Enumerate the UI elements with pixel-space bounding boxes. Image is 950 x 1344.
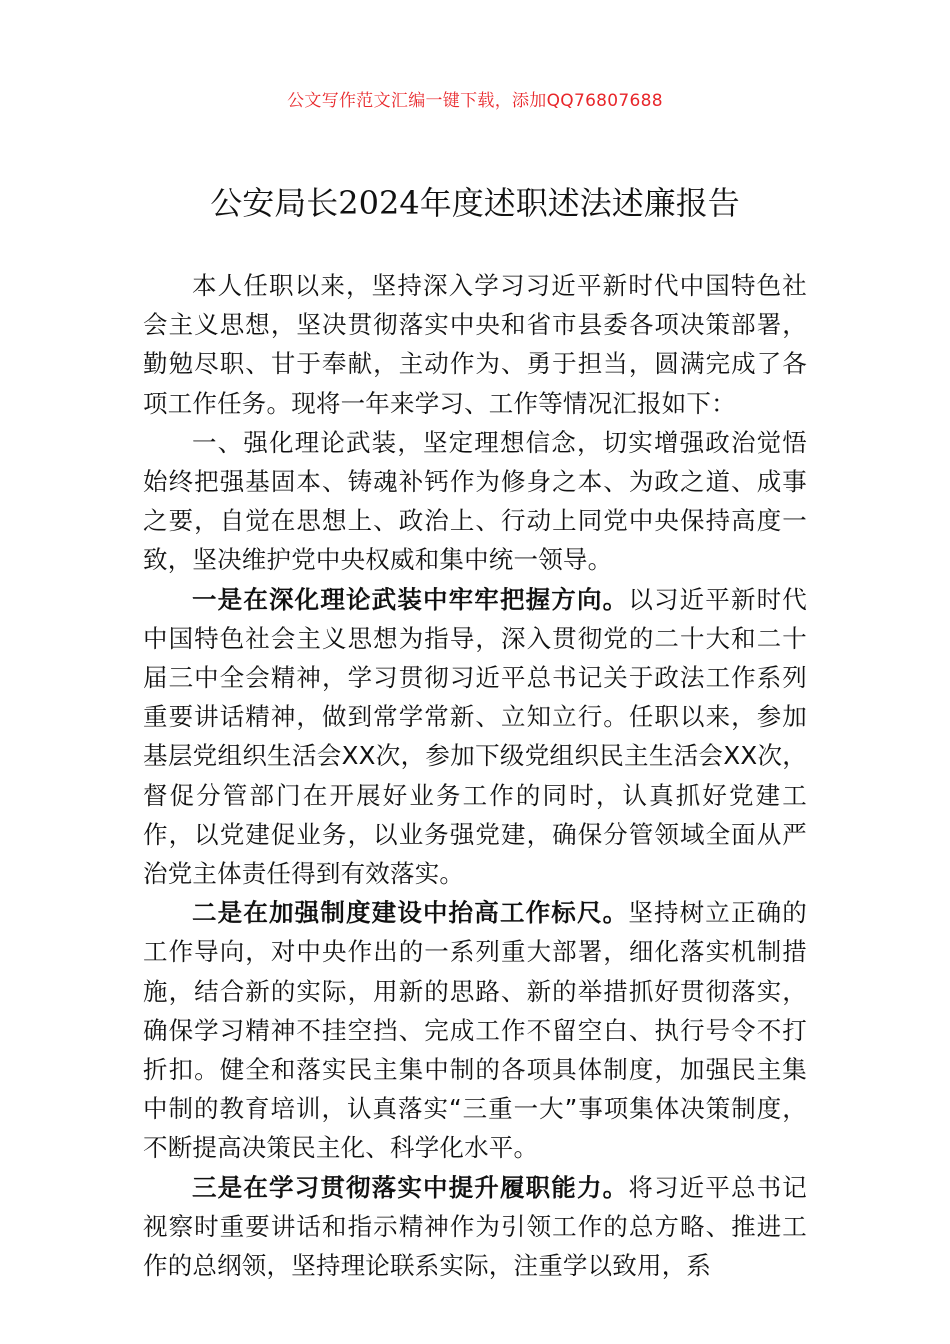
paragraph-text: 本人任职以来，坚持深入学习习近平新时代中国特色社会主义思想，坚决贯彻落实中央和省市县委各项决策部署，勤勉尽职、甘于奉献，主动作为、勇于担当，圆满完成了各项工作任务。现将一年来学习、工作等情况汇报如下： bbox=[143, 271, 807, 418]
paragraph-text: 将习近平总书记视察时重要讲话和指示精神作为引领工作的总方略、推进工作的总纲领，坚持理论联系实际，注重学以致用，系 bbox=[143, 1172, 807, 1281]
paragraph-intro bbox=[143, 266, 807, 423]
paragraph-lead: 二是在加强制度建设中抬高工作标尺。 bbox=[192, 898, 629, 928]
download-notice: 公文写作范文汇编一键下载，添加QQ76807688 bbox=[287, 91, 663, 111]
paragraph-text: 以习近平新时代中国特色社会主义思想为指导，深入贯彻党的二十大和二十届三中全会精神，学习贯彻习近平总书记关于政法工作系列重要讲话精神，做到常学常新、立知立行。任职以来，参加基层党组织生活会XX次，参加下级党组织民主生活会XX次，督促分管部门在开展好业务工作的同时，认真抓好党建工作，以党建促业务，以业务强党建，确保分管领域全面从严治党主体责任得到有效落实。 bbox=[143, 584, 807, 889]
paragraph-text: 坚持树立正确的工作导向，对中央作出的一系列重大部署，细化落实机制措施，结合新的实际，用新的思路、新的举措抓好贯彻落实，确保学习精神不挂空挡、完成工作不留空白、执行号令不打折扣。健全和落实民主集中制的各项具体制度，加强民主集中制的教育培训，认真落实“三重一大”事项集体决策制度，不断提高决策民主化、科学化水平。 bbox=[143, 898, 807, 1163]
paragraph-point-three bbox=[143, 1168, 807, 1286]
document-body bbox=[143, 266, 807, 1285]
paragraph-lead: 一是在深化理论武装中牢牢把握方向。 bbox=[192, 584, 629, 614]
document-title: 公安局长2024年度述职述法述廉报告 bbox=[210, 184, 740, 222]
paragraph-section-one bbox=[143, 423, 807, 580]
paragraph-point-two bbox=[143, 893, 807, 1167]
paragraph-point-one bbox=[143, 580, 807, 894]
paragraph-text: 一、强化理论武装，坚定理想信念，切实增强政治觉悟始终把强基固本、铸魂补钙作为修身之本、为政之道、成事之要，自觉在思想上、政治上、行动上同党中央保持高度一致，坚决维护党中央权威和集中统一领导。 bbox=[143, 427, 807, 575]
paragraph-lead: 三是在学习贯彻落实中提升履职能力。 bbox=[192, 1172, 629, 1202]
